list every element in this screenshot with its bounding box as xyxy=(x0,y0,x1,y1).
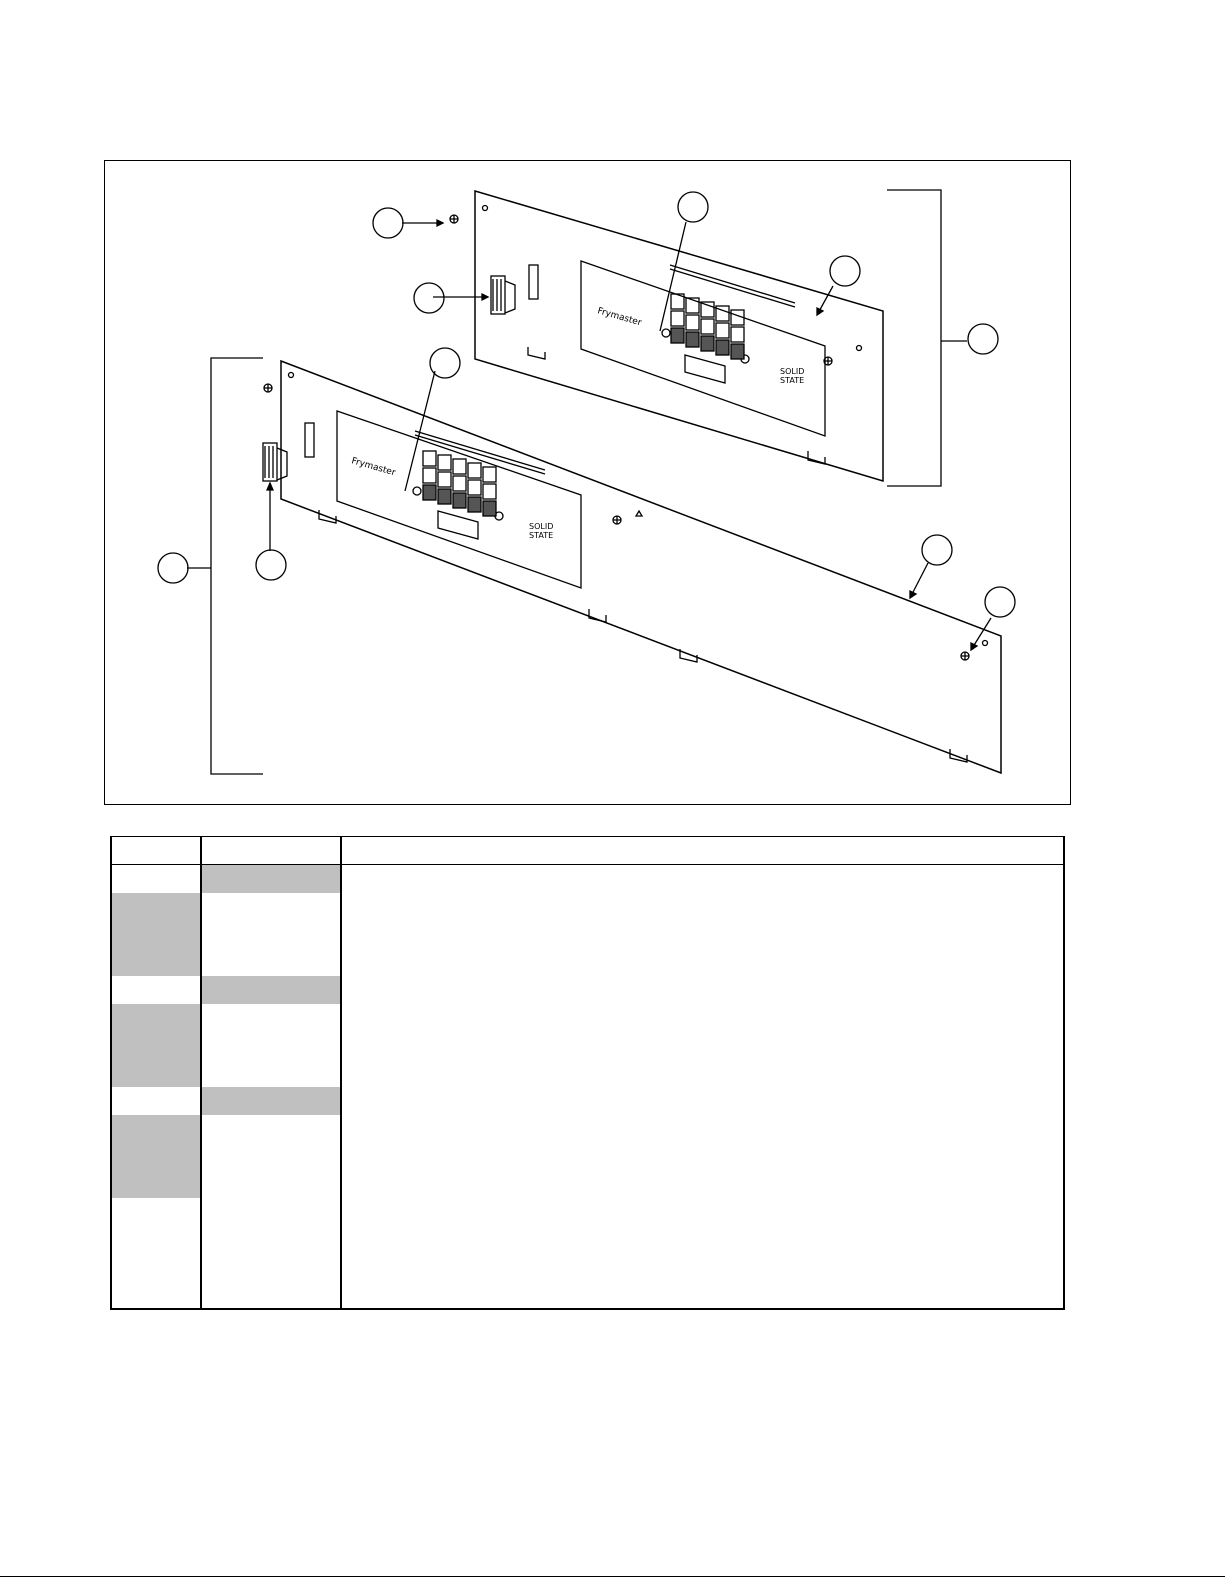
lower-label-line2: STATE xyxy=(529,531,554,540)
upper-screw-right-icon xyxy=(824,357,832,365)
row-part-number xyxy=(201,1198,341,1309)
description-cell xyxy=(341,865,1064,1310)
row-part-number xyxy=(201,865,341,894)
header-item xyxy=(111,837,201,865)
header-description xyxy=(341,837,1064,865)
upper-brand-logo: Frymaster xyxy=(596,306,643,329)
callout-balloon xyxy=(430,348,460,378)
callout-balloon xyxy=(985,587,1015,617)
row-item xyxy=(111,1198,201,1309)
row-item xyxy=(111,1004,201,1087)
callout-balloon xyxy=(158,553,188,583)
callout-balloon xyxy=(922,535,952,565)
upper-keypad xyxy=(671,294,744,359)
row-part-number xyxy=(201,976,341,1004)
upper-screw-left-icon xyxy=(450,215,458,223)
lower-screw-right-icon xyxy=(961,652,969,660)
callout-balloon xyxy=(830,256,860,286)
row-item xyxy=(111,976,201,1004)
lower-connector xyxy=(263,443,287,481)
upper-label-line2: STATE xyxy=(780,376,805,385)
row-item xyxy=(111,865,201,894)
upper-connector xyxy=(491,276,515,314)
row-item xyxy=(111,893,201,976)
exploded-diagram-frame xyxy=(104,160,1071,805)
lower-assembly-bracket xyxy=(211,358,263,774)
lower-label-line1: SOLID xyxy=(529,522,554,531)
callout-balloon xyxy=(373,208,403,238)
row-part-number xyxy=(201,1087,341,1115)
table-row xyxy=(111,865,1064,894)
row-part-number xyxy=(201,1115,341,1198)
exploded-diagram xyxy=(105,161,1072,806)
lower-brand-logo: Frymaster xyxy=(350,456,397,479)
row-item xyxy=(111,1087,201,1115)
page-footer-rule xyxy=(0,1576,1225,1577)
callout-balloon xyxy=(256,550,286,580)
row-item xyxy=(111,1115,201,1198)
lower-control-panel xyxy=(263,361,1001,773)
upper-label-line1: SOLID xyxy=(780,367,805,376)
row-part-number xyxy=(201,893,341,976)
table-header-row xyxy=(111,837,1064,865)
upper-assembly-bracket xyxy=(887,190,941,486)
header-part-number xyxy=(201,837,341,865)
lower-screw-left-icon xyxy=(264,384,272,392)
callout-balloon xyxy=(968,324,998,354)
lower-screw-mid-icon xyxy=(613,511,642,524)
callout-balloons xyxy=(158,192,1015,617)
row-part-number xyxy=(201,1004,341,1087)
callout-balloon xyxy=(414,283,444,313)
parts-list-table xyxy=(110,836,1065,1310)
lower-keypad xyxy=(423,451,496,516)
callout-balloon xyxy=(678,192,708,222)
upper-control-panel xyxy=(450,191,883,481)
